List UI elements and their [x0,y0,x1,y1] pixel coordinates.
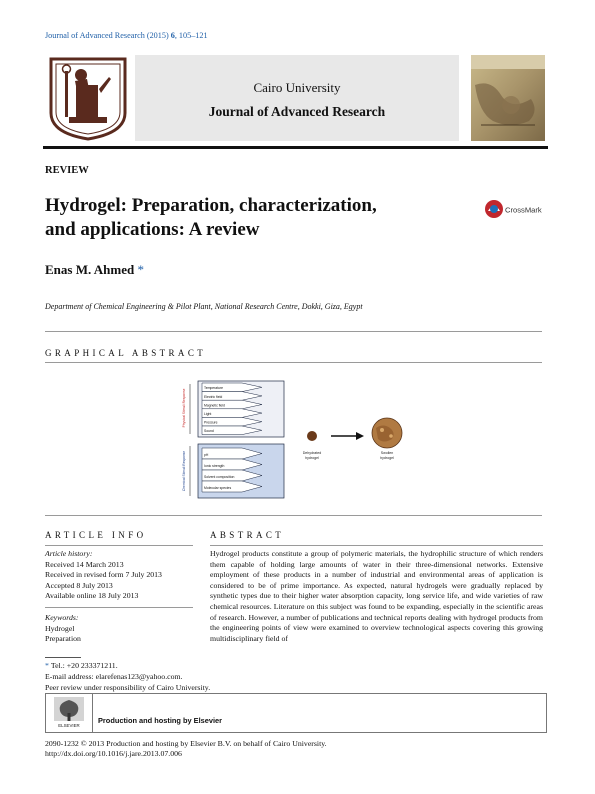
keywords-rule [45,607,193,608]
university-name: Cairo University [253,80,341,95]
journal-cover-image [471,55,545,141]
stimulus-label: Solvent composition [204,474,235,479]
section-rule [45,331,542,332]
history-revised: Received in revised form 7 July 2013 [45,570,162,580]
crossmark-button[interactable] [484,199,548,219]
history-available-online: Available online 18 July 2013 [45,591,139,601]
article-info-rule [45,545,193,546]
doi-link[interactable]: http://dx.doi.org/10.1016/j.jare.2013.07.006 [45,749,182,758]
graphical-abstract-figure [178,378,414,500]
abstract-heading: ABSTRACT [210,530,285,540]
stimulus-label: Electric field [204,394,223,399]
journal-volume: 6 [170,31,175,40]
header-rule [43,146,548,149]
keyword-item[interactable]: Hydrogel [45,623,75,633]
journal-reference [45,31,208,40]
article-type: REVIEW [45,165,89,176]
graphical-abstract-heading: GRAPHICAL ABSTRACT [45,348,207,358]
section-rule-2 [45,515,542,516]
author-name [45,262,144,278]
article-info-heading: ARTICLE INFO [45,530,147,540]
swollen-label-1: Swollen [380,451,394,455]
stimulus-label: pH [204,452,209,457]
footnote-email[interactable]: E-mail address: elarefenas123@yahoo.com. [45,672,183,681]
journal-ref-prefix: Journal of Advanced Research (2015) [45,31,171,40]
physical-stimuli-label: Physical Stimuli Response [182,388,186,428]
history-accepted: Accepted 8 July 2013 [45,580,113,590]
graphical-abstract-rule [45,362,542,363]
publisher-divider [92,693,93,732]
stimulus-label: Light [204,411,212,416]
stimulus-label: Temperature [204,386,224,391]
telephone-text: Tel.: +20 233371211. [50,661,118,670]
author-affiliation: Department of Chemical Engineering & Pilot Plant, National Research Centre, Dokki, Giza, Egypt [45,302,363,311]
copyright-line: 2090-1232 © 2013 Production and hosting by Elsevier B.V. on behalf of Cairo University. [45,739,327,748]
footnote-rule [45,657,81,658]
dehydrated-label-1: Dehydrated [302,451,322,455]
stimulus-label: Molecular species [204,485,232,490]
article-title-line-2: and applications: A review [45,219,260,240]
corresponding-author-link[interactable]: * [137,262,144,277]
elsevier-logo-label: ELSEVIER [58,723,80,728]
crossmark-label: CrossMark [505,205,542,215]
elsevier-tree-logo [52,695,86,729]
footnote-telephone [45,661,118,670]
footnote-mark: * [45,661,49,670]
history-received: Received 14 March 2013 [45,559,124,569]
stimulus-label: Ionic strength [204,463,225,468]
article-history-label: Article history: [45,549,93,558]
keywords-label: Keywords: [45,613,79,622]
publisher-hosting-text: Production and hosting by Elsevier [98,716,223,725]
swollen-label-2: hydrogel [380,456,394,460]
stimulus-label: Magnetic field [204,403,225,408]
publisher-box [45,693,547,733]
stimulus-label: Sound [204,429,214,434]
dehydrated-label-2: hydrogel [305,456,319,460]
journal-pages: , 105–121 [174,31,208,40]
stimulus-label: Pressure [204,420,218,425]
journal-header-band [135,55,459,141]
chemical-stimuli-label: Chemical Stimuli Response [182,450,186,492]
university-logo [43,55,133,141]
dehydrated-hydrogel-particle [307,431,317,441]
author-name-text: Enas M. Ahmed [45,262,135,277]
keyword-item[interactable]: Preparation [45,634,81,644]
footnote-peer-review: Peer review under responsibility of Cairo University. [45,683,211,692]
abstract-text: Hydrogel products constitute a group of polymeric materials, the hydrophilic structure of which renders them capable of holding large amounts of water in their three-dimensional networks. Extensive employment of these products in a number of industrial and environmental areas of application is considered to be of prime importance. As expected, natural hydrogels were gradually replaced by synthetic types due to their higher water absorption capacity, long service life, and wide varieties of raw chemical resources. Literature on this subject was found to be expanding, especially in the scientific areas of research. However, a number of publications and technical reports dealing with hydrogel products from the engineering points of view were examined to overview technological aspects covering this growing multidisciplinary field of [210,549,543,643]
article-title-line-1: Hydrogel: Preparation, characterization, [45,195,377,216]
abstract-rule [210,545,543,546]
journal-name: Journal of Advanced Research [208,104,386,119]
